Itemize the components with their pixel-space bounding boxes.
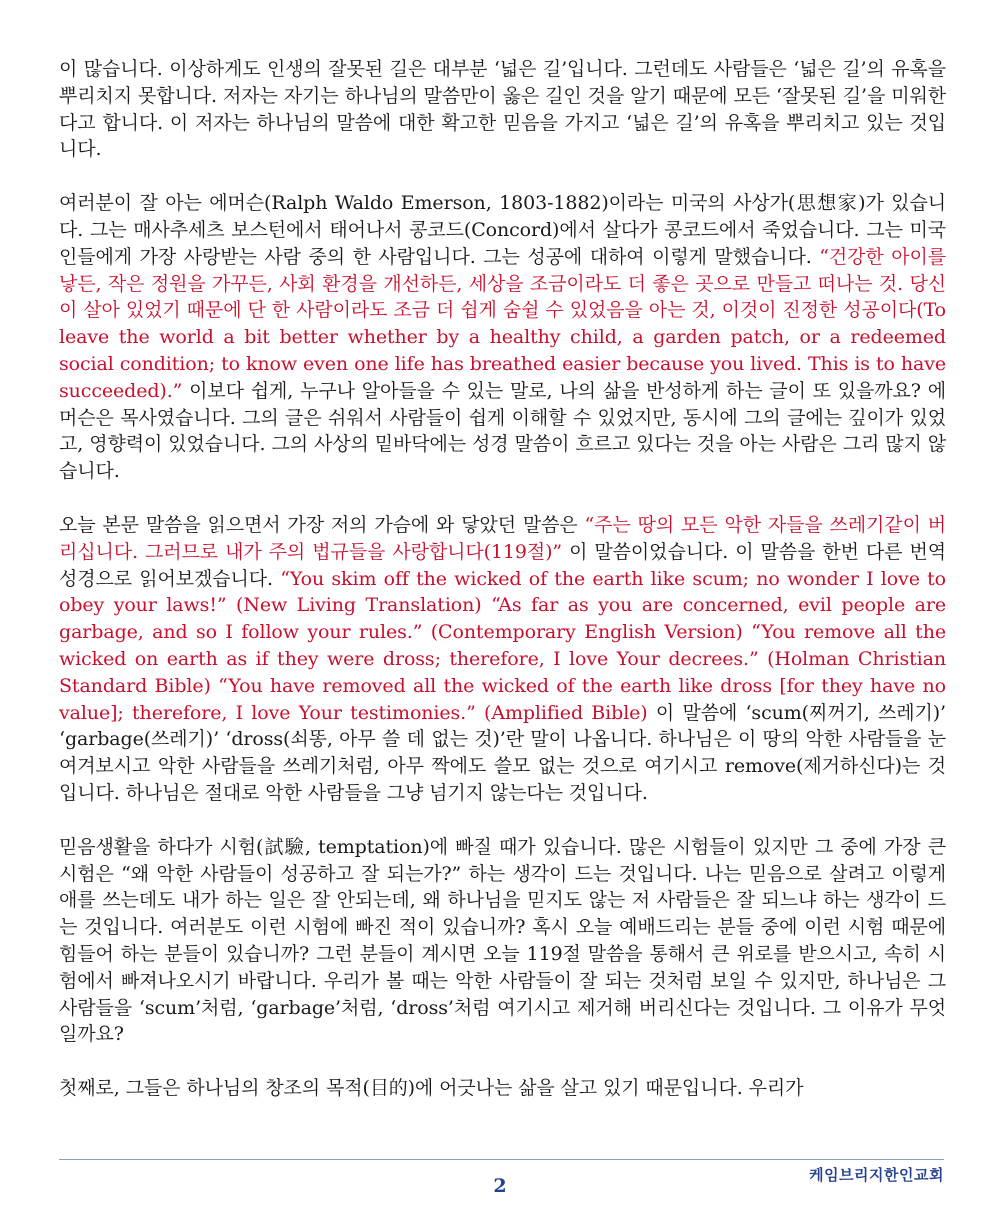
text-segment: 이보다 쉽게, 누구나 알아들을 수 있는 말로, 나의 삶을 반성하게 하는 글이 또 있을까요? 에머슨은 목사였습니다. 그의 글은 쉬워서 사람들이 쉽게 이해할 수 있었지만, 동시에 그의 글에는 깊이가 있었고, 영향력이 있었습니다. 그의 사상의 밑바닥에는 성경 말씀이 흐르고 있다는 것을 아는 사람은 그리 많지 않습니다. (59, 379, 946, 483)
page-number: 2 (493, 1175, 507, 1197)
paragraph-5 (59, 1075, 946, 1102)
emerson-quote: “건강한 아이를 낳든, 작은 정원을 가꾸든, 사회 환경을 개선하든, 세상을 조금이라도 더 좋은 곳으로 만들고 떠나는 것. 당신이 살아 있었기 때문에 단 한 사람이라도 조금 더 쉽게 숨쉴 수 있었음을 아는 것, 이것이 진정한 성공이다(To leave the world a bit better whether by a healthy child, a garden patch, or a redeemed social condition; to know even one life has breathed easier because you lived. This is to have succeeded).” (59, 245, 946, 402)
text-segment: 오늘 본문 말씀을 읽으면서 가장 저의 가슴에 와 닿았던 말씀은 (59, 513, 585, 536)
church-name: 케임브리지한인교회 (809, 1166, 944, 1184)
text-segment: 첫째로, 그들은 하나님의 창조의 목적(目的)에 어긋나는 삶을 살고 있기 때문입니다. 우리가 (59, 1077, 804, 1100)
footer-divider (59, 1159, 944, 1160)
paragraph-4 (59, 834, 946, 1048)
paragraph-3 (59, 512, 946, 807)
text-segment: 이 말씀에 ‘scum(찌꺼기, 쓰레기)’ ‘garbage(쓰레기)’ ‘dross(쇠똥, 아무 쓸 데 없는 것)’란 말이 나옵니다. 하나님은 이 땅의 악한 사람들을 눈여겨보시고 악한 사람들을 쓰레기처럼, 아무 짝에도 쓸모 없는 것으로 여기시고 remove(제거하신다)는 것입니다. 하나님은 절대로 악한 사람들을 그냥 넘기지 않는다는 것입니다. (59, 701, 946, 804)
text-segment: 이 많습니다. 이상하게도 인생의 잘못된 길은 대부분 ‘넓은 길’입니다. 그런데도 사람들은 ‘넓은 길’의 유혹을 뿌리치지 못합니다. 저자는 자기는 하나님의 말씀만이 옳은 길인 것을 알기 때문에 모든 ‘잘못된 길’을 미워한다고 합니다. 이 저자는 하나님의 말씀에 대한 확고한 믿음을 가지고 ‘넓은 길’의 유혹을 뿌리치고 있는 것입니다. (59, 58, 946, 161)
text-segment: 믿음생활을 하다가 시험(試驗, temptation)에 빠질 때가 있습니다. 많은 시험들이 있지만 그 중에 가장 큰 시험은 “왜 악한 사람들이 성공하고 잘 되는가?” 하는 생각이 드는 것입니다. 나는 믿음으로 살려고 이렇게 애를 쓰는데도 내가 하는 일은 잘 안되는데, 왜 하나님을 믿지도 않는 저 사람들은 잘 되느냐 하는 생각이 드는 것입니다. 여러분도 이런 시험에 빠진 적이 있습니까? 혹시 오늘 예배드리는 분들 중에 이런 시험 때문에 힘들어 하는 분들이 있습니까? 그런 분들이 계시면 오늘 119절 말씀을 통해서 큰 위로를 받으시고, 속히 시험에서 빠져나오시기 바랍니다. 우리가 볼 때는 악한 사람들이 잘 되는 것처럼 보일 수 있지만, 하나님은 그 사람들을 ‘scum’처럼, ‘garbage’처럼, ‘dross’처럼 여기시고 제거해 버리신다는 것입니다. 그 이유가 무엇일까요? (59, 835, 946, 1046)
paragraph-1 (59, 56, 946, 163)
body-text (59, 56, 946, 1129)
scripture-quote-english: “You skim off the wicked of the earth like scum; no wonder I love to obey your laws!” (New Living Translation) “As far as you are concerned, evil people are garbage, and so I follow your rules.” (Contemporary English Version) “You remove all the wicked on earth as if they were dross; therefore, I love Your decrees.” (Holman Christian Standard Bible) “You have removed all the wicked of the earth like dross [for they have no value]; therefore, I love Your testimonies.” (Amplified Bible) (59, 567, 946, 724)
paragraph-2 (59, 190, 946, 485)
scripture-quote-korean: “주는 땅의 모든 악한 자들을 쓰레기같이 버리십니다. 그러므로 내가 주의 법규들을 사랑합니다(119절)” (59, 513, 946, 563)
text-segment: 이 말씀이었습니다. 이 말씀을 한번 다른 번역성경으로 읽어보겠습니다. (59, 540, 946, 590)
text-segment: 여러분이 잘 아는 에머슨(Ralph Waldo Emerson, 1803-1882)이라는 미국의 사상가(思想家)가 있습니다. 그는 매사추세츠 보스턴에서 태어나서 콩코드(Concord)에서 살다가 콩코드에서 죽었습니다. 그는 미국인들에게 가장 사랑받는 사람 중의 한 사람입니다. 그는 성공에 대하여 이렇게 말했습니다. (59, 192, 946, 268)
